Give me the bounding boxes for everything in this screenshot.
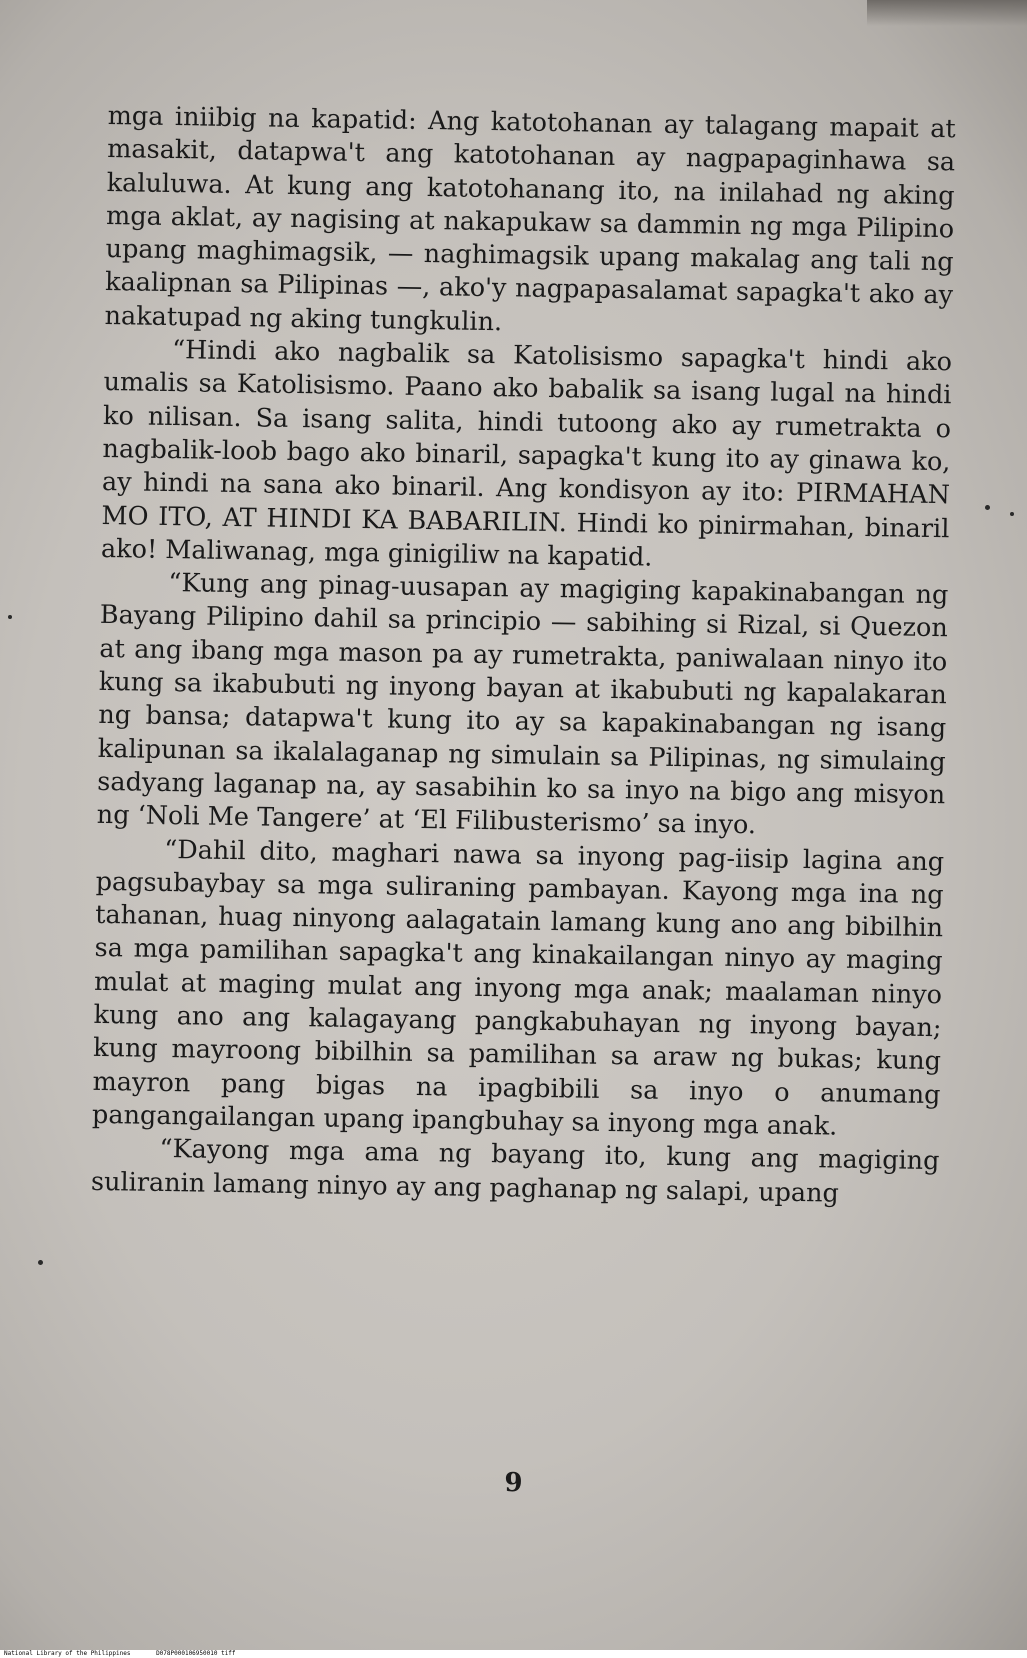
scan-speck bbox=[38, 1260, 43, 1265]
paragraph-4: “Dahil dito, maghari nawa sa inyong pag-iisip lagina ang pagsubaybay sa mga suliraning pambayan. Kayong mga ina ng tahanan, huag ninyong aalagatain lamang kung ano ang bibilhin sa mga pamilihan sapagka't ang kinakailangan ninyo ay maging mulat at maging mulat ang inyong mga anak; maalaman ninyo kung ano ang kalagayang pangkabuhayan ng inyong bayan; kung mayroong bibilhin sa pamilihan sa araw ng bukas; kung mayron pang bigas na ipagbibili sa inyo o anumang pangangailangan upang ipangbuhay sa inyong mga anak. bbox=[91, 834, 945, 1142]
scan-footer bbox=[4, 1650, 236, 1658]
corner-shadow bbox=[867, 0, 1027, 26]
scan-speck bbox=[8, 615, 12, 619]
scan-speck bbox=[985, 505, 990, 510]
footer-library: National Library of the Philippines bbox=[4, 1650, 131, 1657]
body-text bbox=[91, 100, 956, 1212]
paragraph-2: “Hindi ako nagbalik sa Katolisismo sapagka't hindi ako umalis sa Katolisismo. Paano ako babalik sa isang lugal na hindi ko nilisan. Sa isang salita, hindi tutoong ako ay rumetrakta o nagbalik-loob bago ako binaril, sapagka't kung ito ay ginawa ko, ay hindi na sana ako binaril. Ang kondisyon ay ito: PIRMAHAN MO ITO, AT HINDI KA BABARILIN. Hindi ko pinirmahan, binaril ako! Maliwanag, mga ginigiliw na kapatid. bbox=[100, 335, 953, 573]
paragraph-1: mga iniibig na kapatid: Ang katotohanan ay talagang mapait at masakit, datapwa't ang katotohanan ay nagpapaginhawa sa kaluluwa. At kung ang katotohanang ito, na inilahad ng aking mga aklat, ay nagising at nakapukaw sa dammin ng mga Pilipino upang maghimagsik, — naghimagsik upang makalag ang tali ng kaalipnan sa Pilipinas —, ako'y nagpapasalamat sapagka't ako ay nakatupad ng aking tungkulin. bbox=[104, 100, 956, 337]
paragraph-3: “Kung ang pinag-uusapan ay magiging kapakinabangan ng Bayang Pilipino dahil sa principio — sabihing si Rizal, si Quezon at ang ibang mga mason pa ay rumetrakta, paniwalaan ninyo ito kung sa ikabubuti ng inyong bayan at ikabubuti ng kapalakaran ng bansa; datapwa't kung ito ay sa kapakinabangan ng isang kalipunan sa ikalalaganap ng simulain sa Pilipinas, ng simulaing sadyang laganap na, ay sasabihin ko sa inyo na bigo ang misyon ng ‘Noli Me Tangere’ at ‘El Filibusterismo’ sa inyo. bbox=[96, 568, 949, 841]
page-number: 9 bbox=[504, 1468, 523, 1498]
scan-speck bbox=[1010, 512, 1014, 516]
footer-file: D078P000106950010 tiff bbox=[156, 1650, 236, 1657]
paragraph-5: “Kayong mga ama ng bayang ito, kung ang magiging suliranin lamang ninyo ay ang paghanap ng salapi, upang bbox=[90, 1134, 940, 1209]
